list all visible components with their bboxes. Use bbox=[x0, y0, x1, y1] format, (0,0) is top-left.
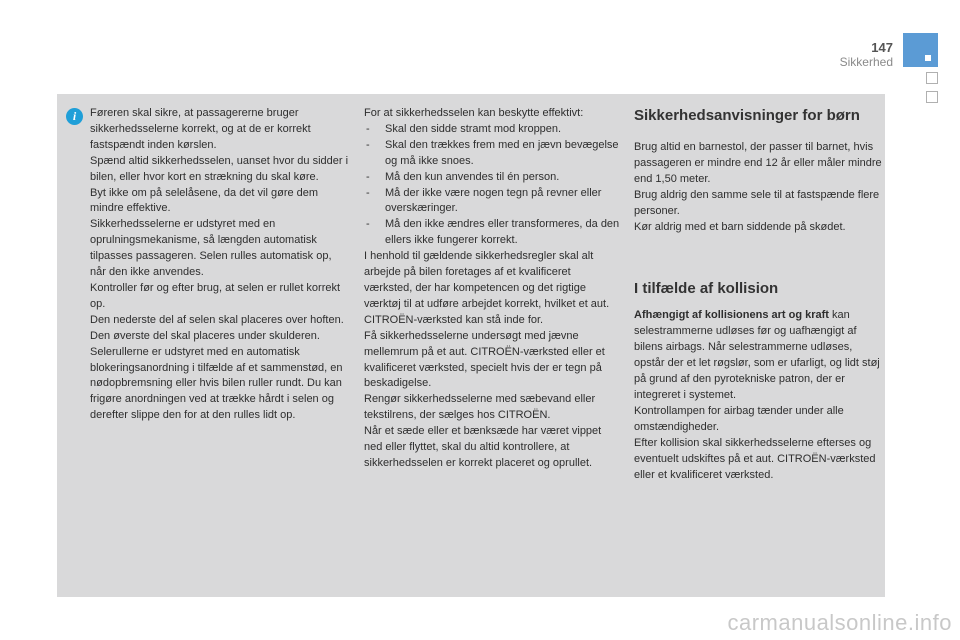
section-title: Sikkerhed bbox=[839, 55, 893, 69]
col3-paragraph: Efter kollision skal sikkerhedsselerne efterses og eventuelt udskiftes på et aut. CITROËN-værksted eller et kvalificeret værksted. bbox=[634, 436, 876, 481]
list-dash: - bbox=[366, 218, 370, 231]
col1-paragraph: Spænd altid sikkerhedsselen, uanset hvor du sidder i bilen, eller hvor kort en strækning du skal køre. bbox=[90, 154, 349, 183]
col1-paragraph: Selerullerne er udstyret med en automatisk blokeringsanordning i tilfælde af et sammenstød, en nødopbremsning eller hvis bilen ruller rundt. Du kan frigøre anordningen ved at trække hårdt i selen og derefter slippe den for at den rulles lidt op. bbox=[90, 345, 343, 422]
col1-paragraph: Kontroller før og efter brug, at selen er rullet korrekt op. bbox=[90, 281, 341, 310]
col1-paragraph: Føreren skal sikre, at passagererne bruger sikkerhedsselerne korrekt, og at de er korrekt fastspændt inden kørslen. bbox=[90, 107, 311, 151]
list-dash: - bbox=[366, 170, 370, 183]
list-item-text: Må den ikke ændres eller transformeres, da den ellers ikke fungerer korrekt. bbox=[385, 218, 620, 247]
col2-paragraph: Når et sæde eller et bænksæde har været vippet ned eller flyttet, skal du altid kontrollere, at sikkerhedsselen er korrekt placeret og oprullet. bbox=[364, 425, 602, 469]
list-item-text: Må den kun anvendes til én person. bbox=[385, 170, 560, 183]
lead-rest-text: kan selestrammerne udløses før og uafhængigt af bilens airbags. Når selestrammerne udløses, opstår der et let røgslør, som er ufarligt, og lidt støj på grund af den pyrotekniske patron, der er integreret i systemet. bbox=[634, 309, 880, 401]
watermark: carmanualsonline.info bbox=[727, 610, 952, 635]
info-icon: i bbox=[66, 108, 83, 125]
column-1 bbox=[90, 106, 350, 424]
nav-box-2[interactable] bbox=[926, 91, 938, 103]
list-dash: - bbox=[366, 186, 370, 199]
column-3 bbox=[634, 106, 884, 483]
list-item bbox=[364, 186, 620, 218]
col1-paragraph: Byt ikke om på selelåsene, da det vil gøre dem mindre effektive. bbox=[90, 186, 319, 215]
list-dash: - bbox=[366, 138, 370, 151]
heading-collision: I tilfælde af kollision bbox=[634, 280, 779, 298]
col2-intro: For at sikkerhedsselen kan beskytte effektivt: bbox=[364, 107, 584, 119]
col3-paragraph: Kontrollampen for airbag tænder under alle omstændigheder. bbox=[634, 404, 844, 433]
col1-paragraph: Den nederste del af selen skal placeres over hoften. bbox=[90, 313, 344, 326]
col1-paragraph: Den øverste del skal placeres under skulderen. bbox=[90, 329, 320, 342]
tab-marker-icon bbox=[925, 55, 931, 61]
col2-paragraph: Rengør sikkerhedsselerne med sæbevand eller tekstilrens, der sælges hos CITROËN. bbox=[364, 393, 596, 422]
col3-paragraph: Brug altid en barnestol, der passer til barnet, hvis passageren er mindre end 12 år eller måler mindre end 1,50 meter. bbox=[634, 141, 882, 185]
col3-paragraph: Brug aldrig den samme sele til at fastspænde flere personer. bbox=[634, 188, 880, 217]
col1-paragraph: Sikkerhedsselerne er udstyret med en oprulningsmekanisme, så længden automatisk tilpasses passageren. Selen rulles automatisk op, når den ikke anvendes. bbox=[90, 218, 332, 279]
list-item bbox=[364, 138, 620, 170]
col3-lead-paragraph bbox=[634, 308, 884, 403]
section-tab[interactable] bbox=[903, 33, 938, 67]
list-item bbox=[364, 122, 620, 138]
list-item bbox=[364, 170, 620, 186]
col3-paragraph: Kør aldrig med et barn siddende på skødet. bbox=[634, 220, 846, 233]
list-item-text: Skal den trækkes frem med en jævn bevægelse og må ikke snoes. bbox=[385, 138, 619, 167]
list-item-text: Skal den sidde stramt mod kroppen. bbox=[385, 122, 562, 135]
column-2 bbox=[364, 106, 620, 472]
list-dash: - bbox=[366, 122, 370, 135]
lead-bold-text: Afhængigt af kollisionens art og kraft bbox=[634, 309, 829, 322]
col2-paragraph: Få sikkerhedsselerne undersøgt med jævne mellemrum på et aut. CITROËN-værksted eller et kvalificeret værksted, specielt hvis der er tegn på beskadigelse. bbox=[364, 329, 605, 390]
heading-child-safety: Sikkerhedsanvisninger for børn bbox=[634, 107, 860, 124]
nav-box-1[interactable] bbox=[926, 72, 938, 84]
col2-paragraph: I henhold til gældende sikkerhedsregler skal alt arbejde på bilen foretages af et kvalificeret værksted, der har kompetencen og det rigtige værktøj til at udføre arbejdet korrekt, hvilket et aut. CITROËN-værksted kan stå inde for. bbox=[364, 250, 610, 326]
list-item-text: Må der ikke være nogen tegn på revner eller overskæringer. bbox=[385, 186, 602, 215]
page-number: 147 bbox=[871, 40, 893, 55]
list-item bbox=[364, 217, 620, 249]
